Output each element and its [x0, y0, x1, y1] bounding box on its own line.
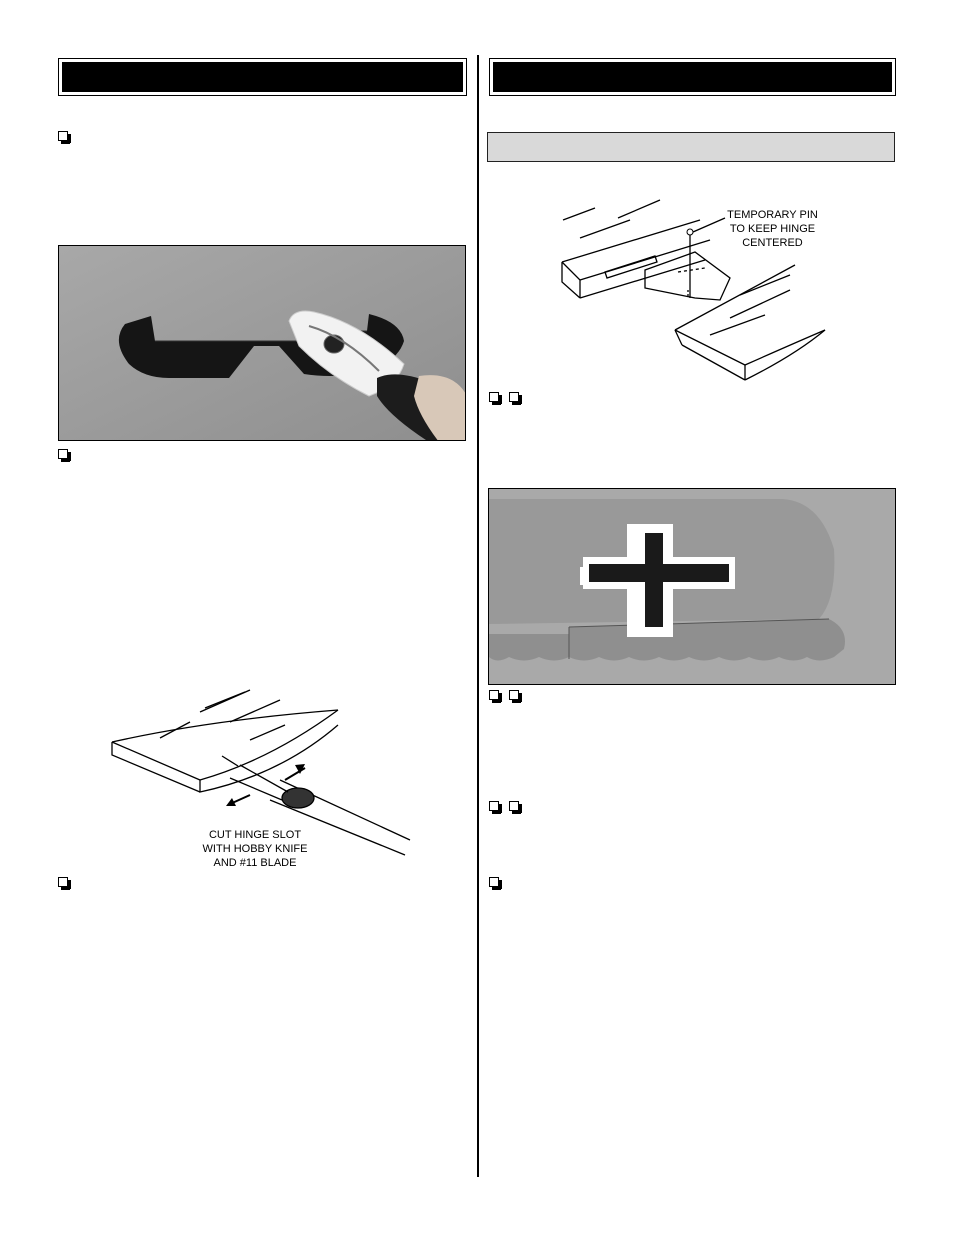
hinge-slot-caption: [170, 828, 340, 870]
step-checkbox[interactable]: [58, 131, 68, 141]
temp-pin-caption-line: CENTERED: [742, 237, 803, 249]
hinge-slot-caption-line: WITH HOBBY KNIFE: [202, 843, 308, 855]
step-checkbox[interactable]: [489, 801, 499, 811]
step-checkbox[interactable]: [489, 392, 499, 402]
right-section-header: [489, 58, 896, 96]
stabilizer-cross-photo: [488, 488, 896, 685]
right-subheader-box: [487, 132, 895, 162]
step-checkbox[interactable]: [58, 449, 68, 459]
hinge-slot-caption-line: AND #11 BLADE: [213, 857, 297, 869]
temp-pin-caption-line: TO KEEP HINGE: [729, 223, 816, 235]
iron-on-rudder-photo: [58, 245, 466, 441]
iron-photo-svg: [59, 246, 466, 441]
step-checkbox[interactable]: [489, 690, 499, 700]
hinge-slot-caption-line: CUT HINGE SLOT: [208, 829, 302, 841]
column-divider: [477, 55, 479, 1177]
temporary-pin-diagram: [560, 190, 845, 385]
temp-pin-caption: [710, 208, 835, 250]
cross-photo-svg: [489, 489, 896, 685]
step-checkbox[interactable]: [58, 877, 68, 887]
step-checkbox[interactable]: [509, 690, 519, 700]
step-checkbox[interactable]: [489, 877, 499, 887]
temp-pin-caption-line: TEMPORARY PIN: [727, 209, 818, 221]
right-section-header-fill: [493, 62, 892, 92]
step-checkbox[interactable]: [509, 392, 519, 402]
left-section-header: [58, 58, 467, 96]
cut-hinge-slot-diagram: [110, 680, 420, 869]
step-checkbox[interactable]: [509, 801, 519, 811]
left-section-header-fill: [62, 62, 463, 92]
